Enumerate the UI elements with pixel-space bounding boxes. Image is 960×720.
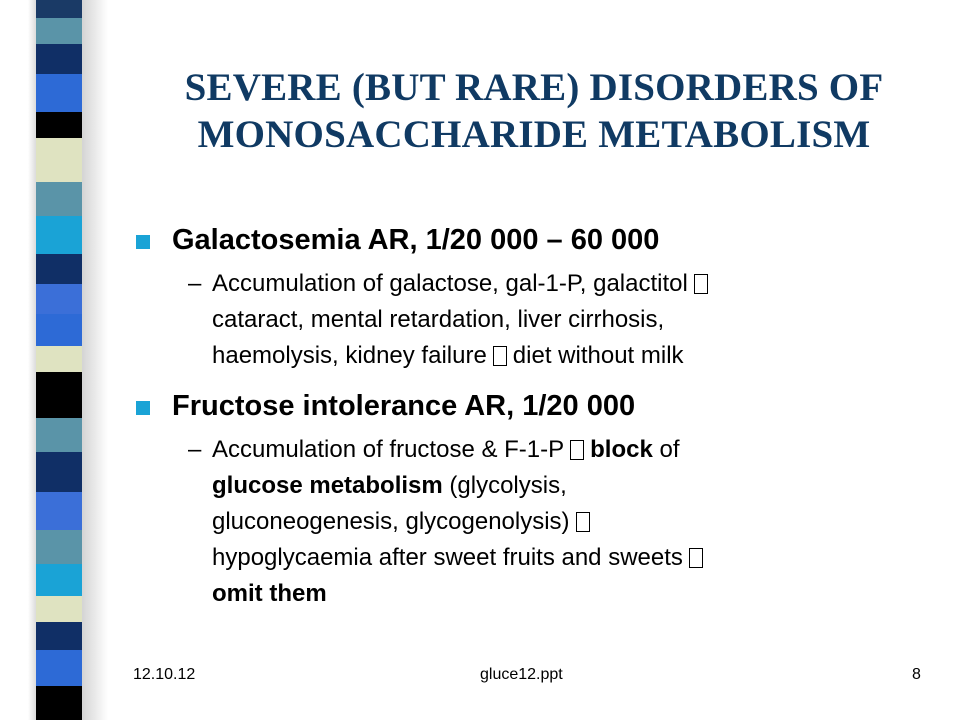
dash-icon: – [188,270,202,297]
sub-text: cataract, mental retardation, liver cirrhosis, [212,306,665,333]
arrow-icon [576,512,590,532]
strip-block [36,44,82,74]
strip-block [36,596,82,622]
bullet-heading: Galactosemia AR, 1/20 000 – 60 000 [172,224,660,256]
sub-text-bold: glucose metabolism [212,472,443,499]
arrow-icon [570,440,584,460]
sub-text: gluconeogenesis, glycogenolysis) [212,508,570,535]
strip-block [36,284,82,314]
sub-text-bold: block [590,436,653,463]
bullet-galactosemia [136,222,916,258]
strip-block [36,74,82,112]
dash-icon: – [188,436,202,463]
strip-block [36,564,82,596]
strip-block [36,452,82,492]
strip-block [36,346,82,372]
strip-block [36,686,82,720]
arrow-icon [493,346,507,366]
footer-filename: gluce12.ppt [480,666,563,683]
footer-page-number: 8 [912,666,921,683]
strip-block [36,182,82,216]
slide-content [136,222,916,612]
sub-text: Accumulation of fructose & F-1-P [212,436,565,463]
strip-block [36,216,82,254]
strip-block [36,0,82,18]
sub-text: (glycolysis, [449,472,567,499]
strip-blocks [36,0,82,720]
sub-text: diet without milk [512,342,684,369]
title-line: MONOSACCHARIDE METABOLISM [197,113,871,156]
strip-block [36,418,82,452]
strip-shadow-left [28,0,36,720]
strip-block [36,18,82,44]
bullet-heading: Fructose intolerance AR, 1/20 000 [172,390,636,422]
sub-text: of [659,436,680,463]
decorative-strip [0,0,108,720]
arrow-icon [689,548,703,568]
footer-date: 12.10.12 [133,666,196,683]
slide-title [108,64,960,158]
sub-item-fructose [136,432,916,612]
sub-text: haemolysis, kidney failure [212,342,487,369]
sub-text: Accumulation of galactose, gal-1-P, galactitol [212,270,688,297]
strip-block [36,372,82,418]
strip-block [36,314,82,346]
sub-item-galactosemia [136,266,916,374]
strip-block [36,112,82,138]
square-bullet-icon [136,235,150,249]
strip-block [36,622,82,650]
sub-text: hypoglycaemia after sweet fruits and sweets [212,544,683,571]
square-bullet-icon [136,401,150,415]
sub-text-bold: omit them [212,580,327,607]
strip-block [36,492,82,530]
strip-block [36,254,82,284]
bullet-fructose [136,388,916,424]
strip-block [36,650,82,686]
strip-block [36,138,82,182]
strip-shadow [82,0,108,720]
arrow-icon [694,274,708,294]
strip-block [36,530,82,564]
title-line: SEVERE (BUT RARE) DISORDERS OF [184,66,884,109]
